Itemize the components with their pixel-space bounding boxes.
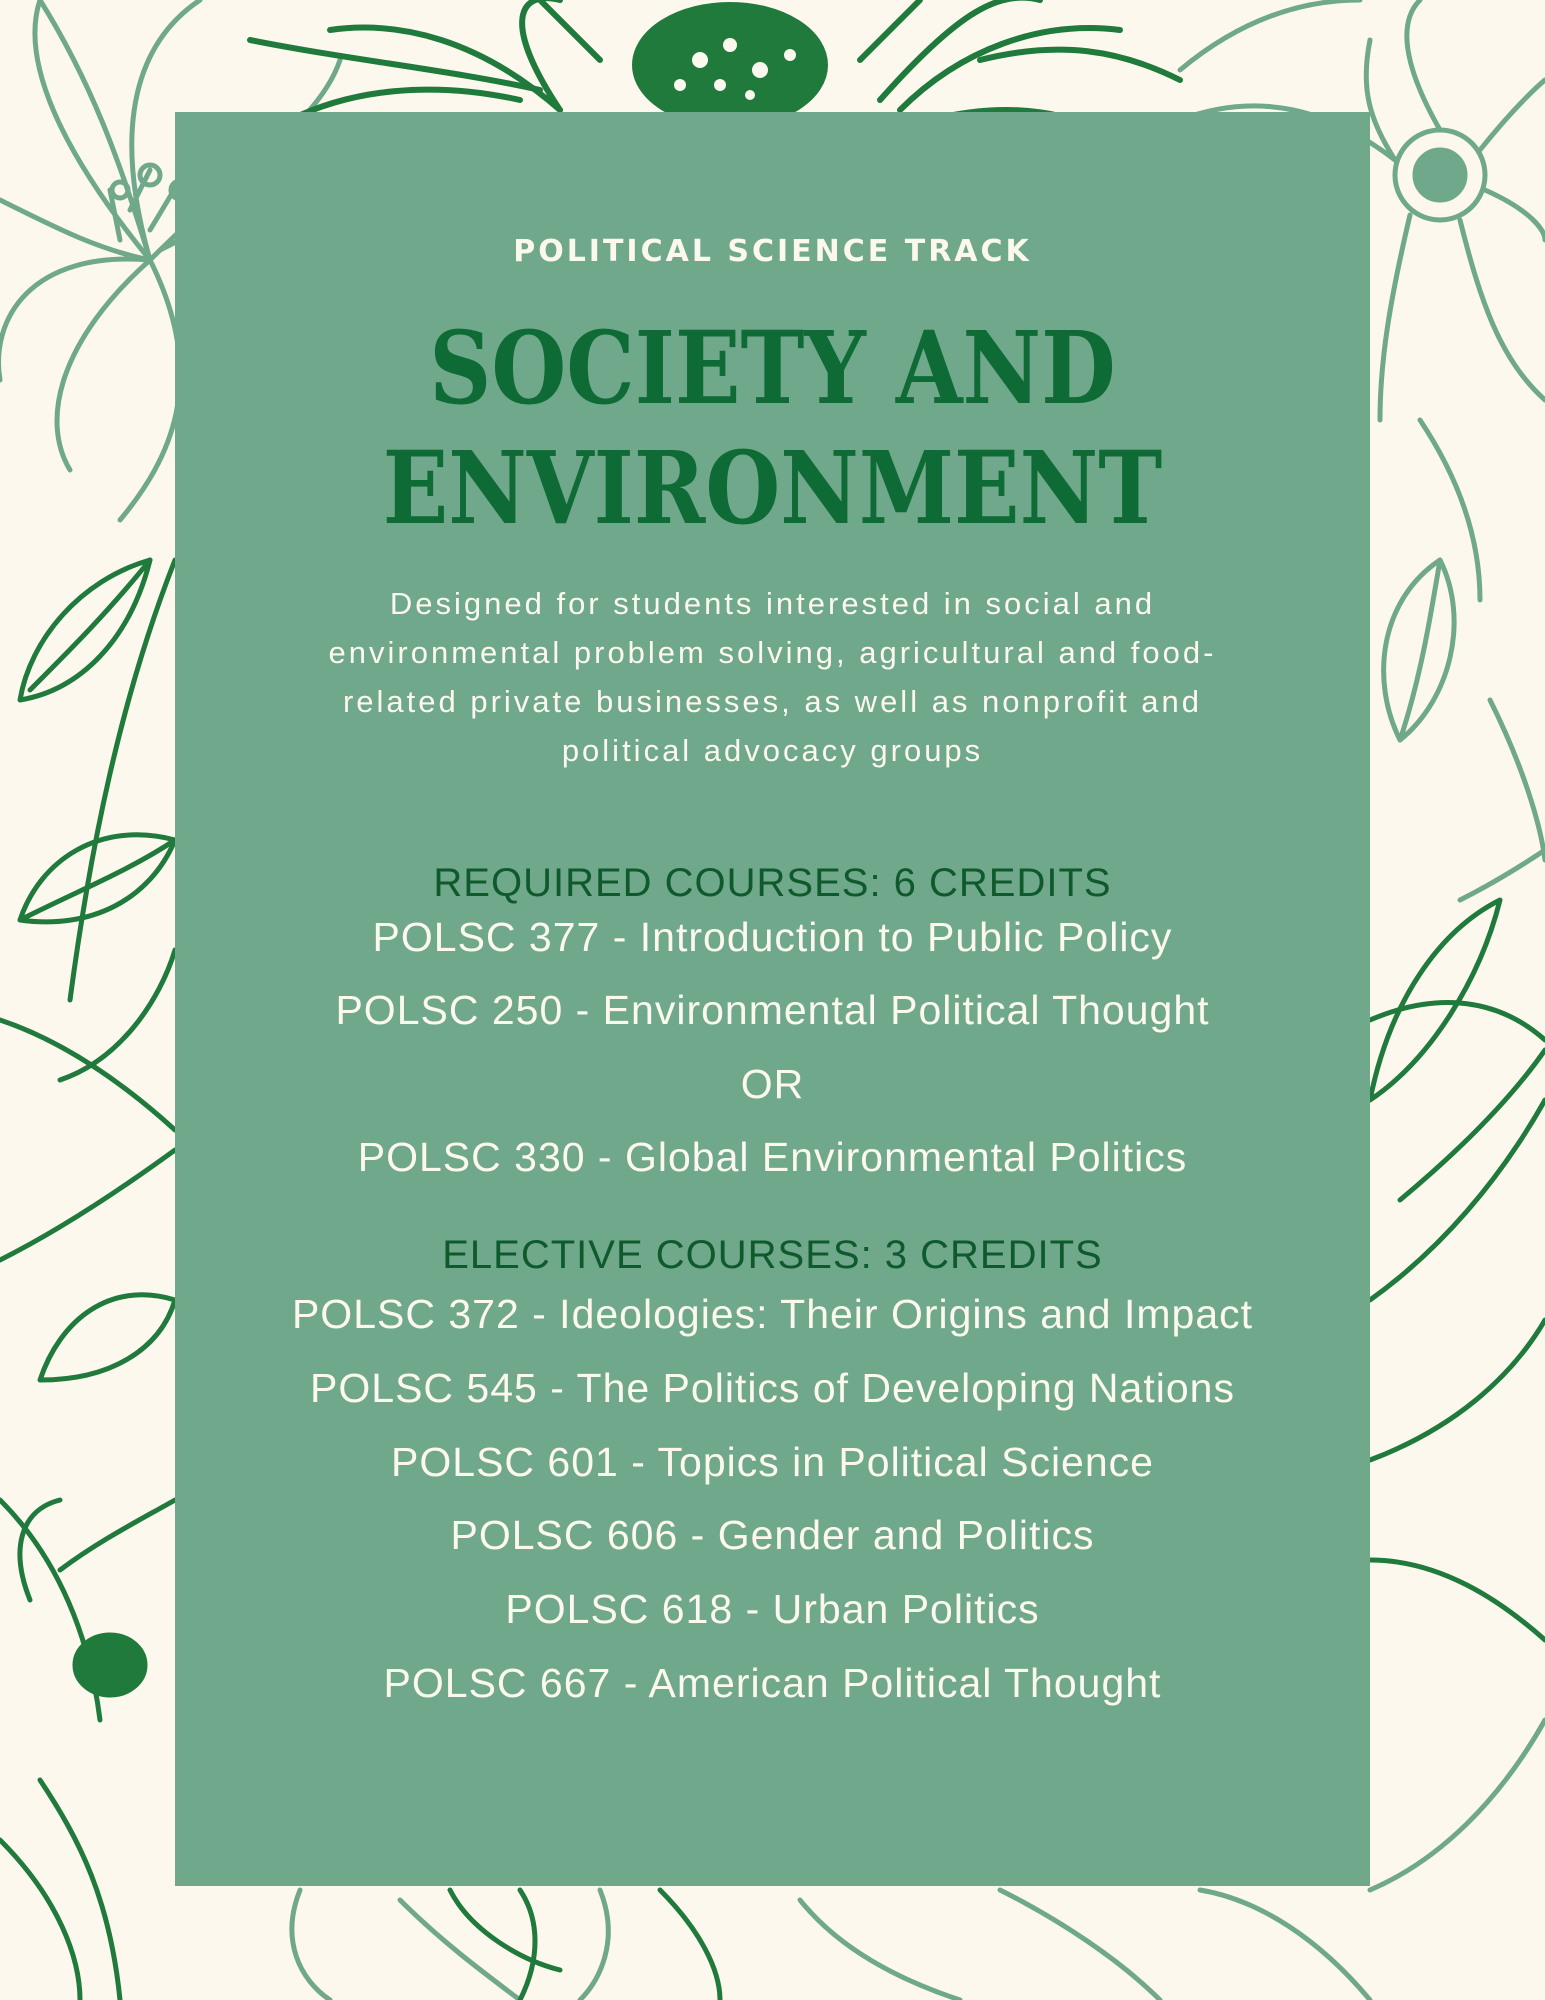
page-title [259, 308, 1287, 548]
required-course-or: OR [740, 1061, 805, 1107]
leaves-right [1370, 900, 1545, 1640]
elective-course-2: POLSC 545 - The Politics of Developing Nations [310, 1365, 1235, 1411]
elective-courses-heading: ELECTIVE COURSES: 3 CREDITS [442, 1233, 1103, 1277]
flowers-bottom-dark [450, 1890, 720, 2000]
leaves-right-light [1384, 420, 1545, 900]
title-line-2: ENVIRONMENT [382, 429, 1163, 547]
required-course-3: POLSC 330 - Global Environmental Politics [357, 1134, 1188, 1180]
required-course-2: POLSC 250 - Environmental Political Thought [335, 987, 1210, 1033]
elective-course-3: POLSC 601 - Topics in Political Science [391, 1439, 1154, 1485]
leaves-left [0, 560, 175, 2000]
required-course-1: POLSC 377 - Introduction to Public Policy [372, 914, 1173, 960]
content-panel [175, 112, 1370, 1886]
elective-course-6: POLSC 667 - American Political Thought [383, 1660, 1162, 1706]
title-line-1: SOCIETY AND [429, 309, 1116, 427]
elective-course-1: POLSC 372 - Ideologies: Their Origins and Impact [291, 1291, 1254, 1337]
required-courses-heading: REQUIRED COURSES: 6 CREDITS [433, 861, 1112, 905]
track-description: Designed for students interested in social and environmental problem solving, agricultural and food-related private businesses, as well as nonprofit and political advocacy groups [328, 586, 1217, 768]
track-label: POLITICAL SCIENCE TRACK [513, 234, 1032, 269]
elective-course-5: POLSC 618 - Urban Politics [505, 1586, 1040, 1632]
elective-course-4: POLSC 606 - Gender and Politics [450, 1512, 1095, 1558]
